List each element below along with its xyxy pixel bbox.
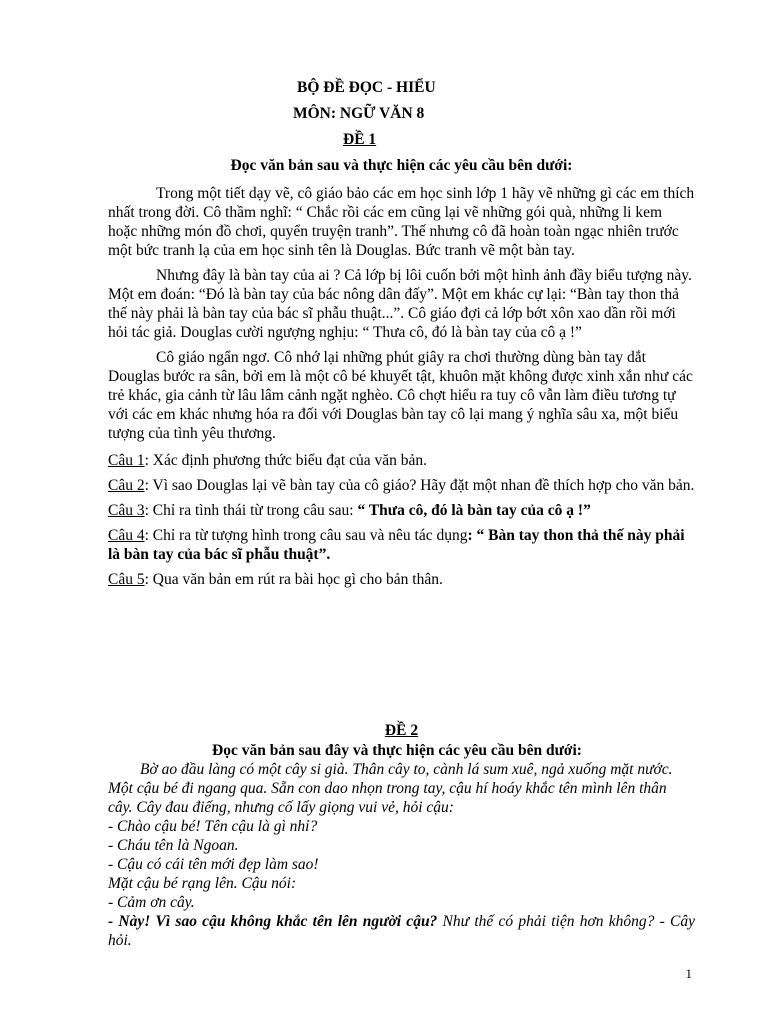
subject-title: MÔN: NGỮ VĂN 8 (293, 105, 425, 122)
dialogue-last (108, 912, 695, 950)
question-3 (108, 501, 695, 520)
de2-section (108, 721, 695, 950)
dialogue-rest: Như thế có phải tiện hơn không? - Cây hỏi. (108, 913, 695, 949)
question-quote: “ Thưa cô, đó là bàn tay của cô ạ !” (357, 502, 591, 519)
question-4 (108, 526, 695, 564)
de1-paragraph-2: Nhưng đây là bàn tay của ai ? Cả lớp bị lôi cuốn bởi một hình ảnh đầy biểu tượng này. Một em đoán: “Đó là bàn tay của bác nông dân đấy”. Một em khác cự lại: “Bàn tay thon thả thế này phải là bàn tay của bác sĩ phẫu thuật...”. Cô giáo đợi cả lớp bớt xôn xao dần rồi mới hỏi tác giả. Douglas cười ngượng nghịu: “ Thưa cô, đó là bàn tay của cô ạ !” (108, 267, 692, 341)
question-text: : Chỉ ra từ tượng hình trong câu sau và nêu tác dụng (144, 527, 468, 544)
dialogue-line: Mặt cậu bé rạng lên. Cậu nói: (108, 875, 297, 892)
dialogue-line: - Cháu tên là Ngoan. (108, 837, 239, 854)
question-quote: : “ Bàn tay thon thả thế này phải là bàn tay của bác sĩ phẫu thuật”. (108, 527, 685, 563)
dialogue-line: - Cậu có cái tên mới đẹp làm sao! (108, 856, 319, 873)
question-2 (108, 476, 695, 495)
question-1 (108, 451, 695, 470)
de2-instruction: Đọc văn bản sau đây và thực hiện các yêu cầu bên dưới: (212, 742, 582, 759)
de1-paragraph-3: Cô giáo ngẩn ngơ. Cô nhớ lại những phút giây ra chơi thường dùng bàn tay dắt Douglas bước ra sân, bởi em là một cô bé khuyết tật, khuôn mặt không được xinh xắn như các trẻ khác, gia cảnh từ lâu lâm cảnh ngặt nghèo. Cô chợt hiểu ra tuy cô vẫn làm điều tương tự với các em khác nhưng hóa ra đối với Douglas bàn tay cô lại mang ý nghĩa sâu xa, một biểu tượng của tình yêu thương. (108, 349, 693, 442)
dialogue-line: - Cảm ơn cây. (108, 894, 195, 911)
document-title: BỘ ĐỀ ĐỌC - HIỂU (297, 79, 436, 96)
page-number: 1 (685, 966, 692, 981)
question-text: : Qua văn bản em rút ra bài học gì cho bản thân. (144, 571, 443, 588)
question-label: Câu 5 (108, 571, 145, 588)
question-text: : Vì sao Douglas lại vẽ bàn tay của cô giáo? Hãy đặt một nhan đề thích hợp cho văn bản. (144, 477, 695, 494)
dialogue-line: - Chào cậu bé! Tên cậu là gì nhỉ? (108, 818, 318, 835)
de1-instruction: Đọc văn bản sau và thực hiện các yêu cầu bên dưới: (230, 157, 573, 174)
de2-paragraph-1: Bờ ao đầu làng có một cây si già. Thân cây to, cành lá sum xuê, ngả xuống mặt nước. Một cậu bé đi ngang qua. Sẵn con dao nhọn trong tay, cậu hí hoáy khắc tên mình lên thân cây. Cây đau điếng, nhưng cố lấy giọng vui vẻ, hỏi cậu: (108, 761, 673, 816)
question-text: : Chỉ ra tình thái từ trong câu sau: (144, 502, 358, 519)
de1-paragraph-1: Trong một tiết dạy vẽ, cô giáo bảo các em học sinh lớp 1 hãy vẽ những gì các em thích nhất trong đời. Cô thầm nghĩ: “ Chắc rồi các em cũng lại vẽ những gói quà, những li kem hoặc những món đồ chơi, quyển truyện tranh”. Thế nhưng cô đã hoàn toàn ngạc nhiên trước một bức tranh lạ của em học sinh tên là Douglas. Bức tranh vẽ một bàn tay. (108, 185, 695, 259)
de2-title: ĐỀ 2 (384, 722, 419, 739)
question-label: Câu 4 (108, 527, 145, 544)
de1-title: ĐỀ 1 (343, 131, 377, 148)
question-text: : Xác định phương thức biểu đạt của văn bản. (144, 452, 427, 469)
question-label: Câu 2 (108, 477, 145, 494)
dialogue-bold: - Này! Vì sao cậu không khắc tên lên người cậu? (108, 913, 438, 930)
question-label: Câu 3 (108, 502, 145, 519)
question-label: Câu 1 (108, 452, 145, 469)
de1-section (108, 156, 695, 589)
question-5 (108, 570, 695, 589)
